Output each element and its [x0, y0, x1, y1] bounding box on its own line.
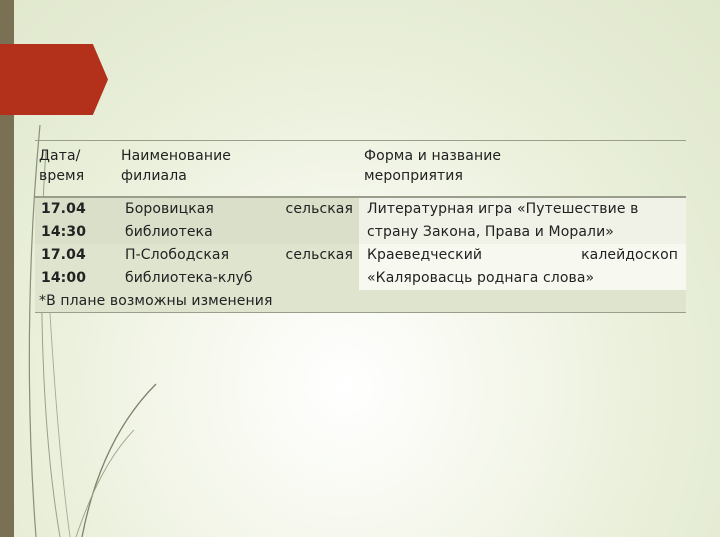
branch-line-1: Боровицкая сельская: [125, 201, 353, 217]
event-cell: [359, 198, 686, 244]
date-value: 17.04: [41, 247, 86, 263]
time-value: 14:00: [41, 270, 87, 286]
header-event-form-title: Форма и название мероприятия: [364, 148, 502, 184]
branch-line-2: библиотека-клуб: [125, 270, 253, 286]
date-cell: [35, 198, 119, 244]
time-value: 14:30: [41, 224, 87, 240]
table-header: [35, 140, 686, 198]
branch-line-2: библиотека: [125, 224, 213, 240]
event-line-1: Литературная игра «Путешествие в: [367, 201, 639, 217]
branch-cell: [119, 198, 359, 244]
branch-line-1: П-Слободская сельская: [125, 247, 353, 263]
events-table: [35, 140, 686, 313]
table-row: [35, 198, 686, 244]
branch-cell: [119, 244, 359, 290]
header-branch-name: Наименование филиала: [121, 148, 231, 184]
event-cell: [359, 244, 686, 290]
event-line-2: страну Закона, Права и Морали»: [367, 224, 614, 240]
date-value: 17.04: [41, 201, 86, 217]
table-footnote: *В плане возможны изменения: [35, 290, 686, 313]
event-line-1: Краеведческий калейдоскоп: [367, 247, 678, 263]
date-cell: [35, 244, 119, 290]
event-line-2: «Каляровасць роднага слова»: [367, 270, 595, 286]
table-row: [35, 244, 686, 290]
header-date-time: Дата/ время: [39, 148, 85, 184]
